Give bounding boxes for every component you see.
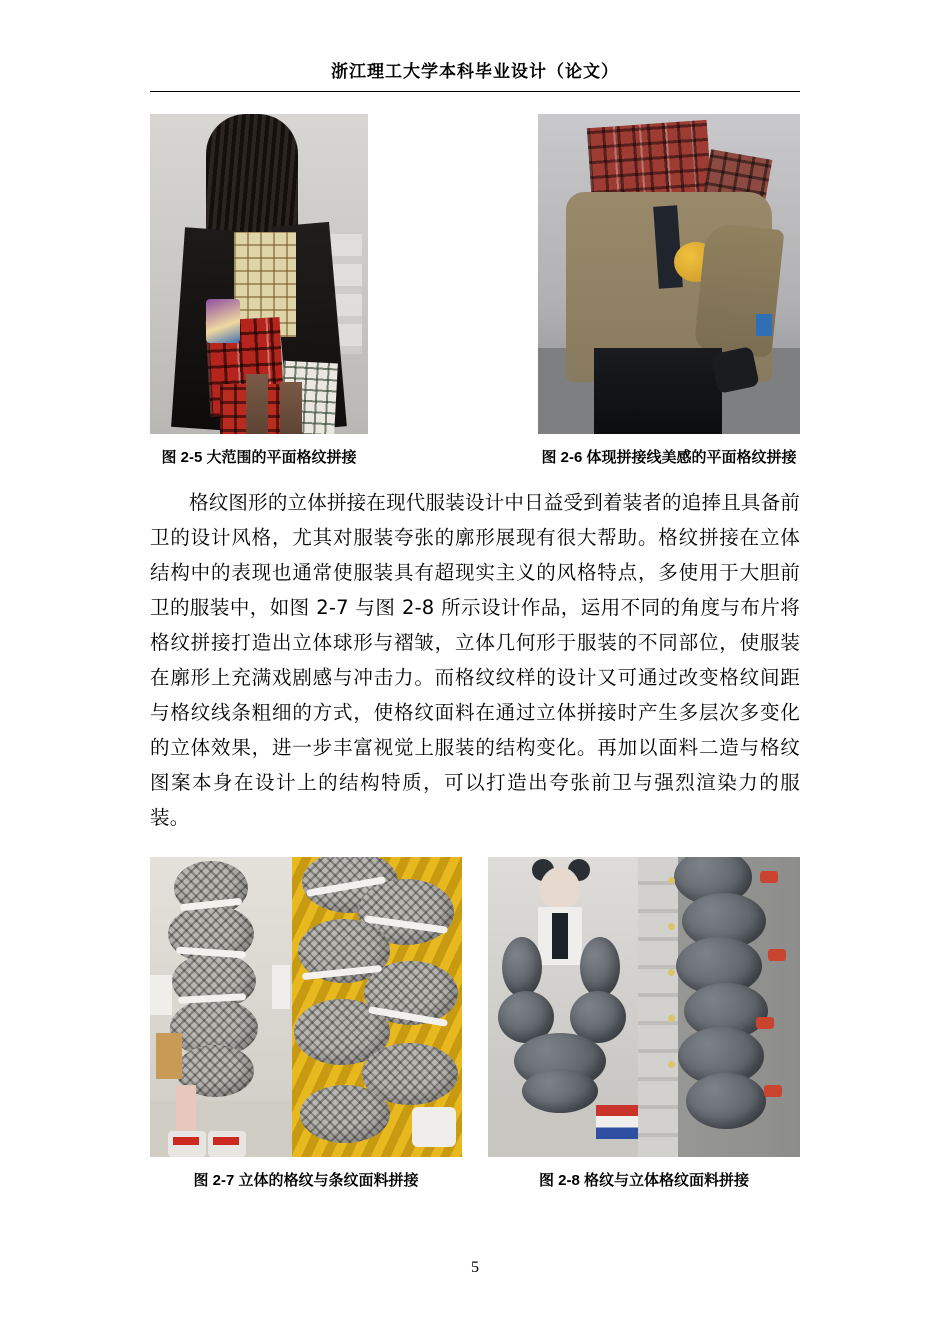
figure-2-5-image (150, 114, 368, 434)
figure-2-5-caption: 图 2-5 大范围的平面格纹拼接 (161, 449, 357, 467)
page-header (150, 0, 800, 92)
page-number: 5 (471, 1259, 479, 1276)
figure-2-6-caption: 图 2-6 体现拼接线美感的平面格纹拼接 (541, 449, 797, 467)
figure-2-6-image (538, 114, 800, 434)
figure-2-8-image (488, 857, 800, 1157)
header-title: 浙江理工大学本科毕业设计（论文） (331, 62, 619, 81)
figure-2-6 (538, 114, 800, 467)
figure-row-bottom (150, 857, 800, 1190)
figure-2-5 (150, 114, 368, 467)
figure-2-7 (150, 857, 462, 1190)
figure-2-8 (488, 857, 800, 1190)
figure-2-8-caption: 图 2-8 格纹与立体格纹面料拼接 (538, 1172, 750, 1190)
page-footer (0, 1259, 950, 1277)
body-paragraph: 格纹图形的立体拼接在现代服装设计中日益受到着装者的追捧且具备前卫的设计风格，尤其对服装夸张的廓形展现有很大帮助。格纹拼接在立体结构中的表现也通常使服装具有超现实主义的风格特点，多使用于大胆前卫的服装中，如图 2-7 与图 2-8 所示设计作品，运用不同的角度与布片将格纹拼接打造出立体球形与褶皱，立体几何形于服装的不同部位，使服装在廓形上充满戏剧感与冲击力。而格纹纹样的设计又可通过改变格纹间距与格纹线条粗细的方式，使格纹面料在通过立体拼接时产生多层次多变化的立体效果，进一步丰富视觉上服装的结构变化。再加以面料二造与格纹图案本身在设计上的结构特质，可以打造出夸张前卫与强烈渲染力的服装。 (150, 491, 800, 830)
figure-row-top (150, 114, 800, 467)
figure-2-7-caption: 图 2-7 立体的格纹与条纹面料拼接 (193, 1172, 419, 1190)
figure-2-7-image (150, 857, 462, 1157)
header-divider (150, 91, 800, 92)
